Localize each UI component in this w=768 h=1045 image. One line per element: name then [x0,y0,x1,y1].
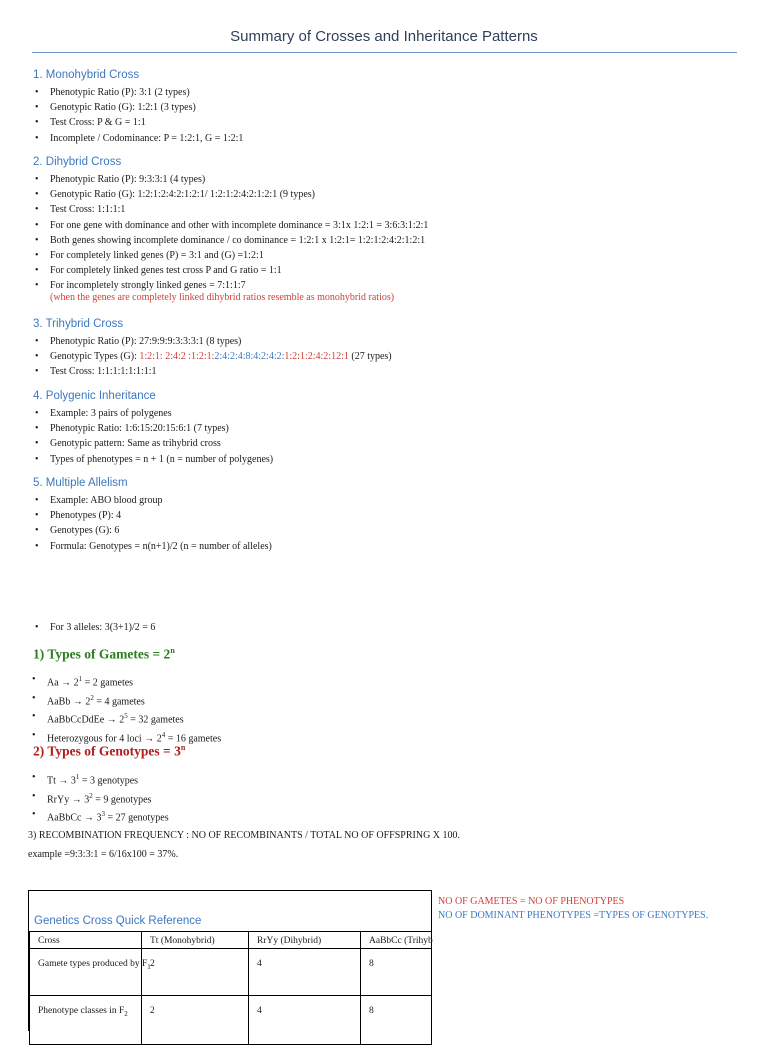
title-underline [32,52,737,53]
list-item: • Phenotypes (P): 4 [35,508,272,523]
table-row [30,996,432,1045]
table-cell: 2 [142,996,249,1045]
list-item: • For incompletely strongly linked genes = 7:1:1:7 [35,278,428,293]
genotypic-ratio-red-3: 2:1 [336,351,349,363]
page-title: Summary of Crosses and Inheritance Patterns [230,28,538,45]
list-item: • For one gene with dominance and other with incomplete dominance = 3:1x 1:2:1 = 3:6:3:1:2:1 [35,218,428,233]
genotypes-heading: 2) Types of Genotypes = $3^n$ [33,743,186,759]
recombination-frequency: 3) RECOMBINATION FREQUENCY : NO OF RECOMBINANTS / TOTAL NO OF OFFSPRING X 100. [28,830,461,841]
list-item: • Types of phenotypes = n + 1 (n = number of polygenes) [35,452,273,467]
genotypic-ratio-red-2: 1:2:1:2:4:2:1 [284,351,337,363]
list-item: • Incomplete / Codominance: P = 1:2:1, G = 1:2:1 [35,131,243,146]
list-item: • For completely linked genes test cross P and G ratio = 1:1 [35,263,428,278]
table-cell: 4 [249,996,361,1045]
section-heading-trihybrid: 3. Trihybrid Cross [33,318,124,330]
list-item: • AaBbCc → $3^3 = 27$ genotypes [32,807,169,826]
list-item: • Phenotypic Ratio: 1:6:15:20:15:6:1 (7 types) [35,421,273,436]
list-item: • AaBb → $2^2 = 4$ gametes [32,691,221,710]
table-cell: 8 [361,949,432,996]
list-item: • Genotypes (G): 6 [35,523,272,538]
list-item: • For 3 alleles: 3(3+1)/2 = 6 [35,620,155,635]
genotypes-list [32,770,169,826]
list-item: • AaBbCcDdEe → $2^5 = 32$ gametes [32,709,221,728]
section-heading-dihybrid: 2. Dihybrid Cross [33,156,122,168]
dihybrid-list [35,172,428,294]
row-label: Gamete types produced by $F_1$ [30,949,142,996]
list-item: • $Aa \to 2^1 = 2$ gametes [32,672,221,691]
list-item: • For completely linked genes (P) = 3:1 and (G) =1:2:1 [35,248,428,263]
list-item: • Phenotypic Ratio (P): 27:9:9:9:3:3:3:1 (8 types) [35,334,392,349]
linked-genes-note: (when the genes are completely linked dihybrid ratios resemble as monohybrid ratios) [50,292,395,303]
side-note-genotypes: NO OF DOMINANT PHENOTYPES =TYPES OF GENOTYPES. [438,910,709,921]
table-cell: 2 [142,949,249,996]
gametes-heading: 1) Types of Gametes = $2^n$ [33,646,175,662]
quick-reference-title: Genetics Cross Quick Reference [34,915,202,927]
table-header-row [30,932,432,949]
monohybrid-list [35,85,243,146]
list-item: • $Tt \to 3^1 = 3$ genotypes [32,770,169,789]
table-row [30,949,432,996]
list-item: • Test Cross: 1:1:1:1 [35,202,428,217]
list-item: • Test Cross: 1:1:1:1:1:1:1:1 [35,364,392,379]
genotypic-ratio-blue: 2:4:2:4:8:4:2:4:2: [214,351,285,363]
genotypic-ratio-red: 1:2:1: 2:4:2 :1:2:1: [139,351,215,363]
multiple-allelism-list [35,493,272,554]
table-header: Tt (Monohybrid) [142,932,249,949]
table-header: Cross [30,932,142,949]
list-item: • Genotypic pattern: Same as trihybrid cross [35,436,273,451]
table-cell: 4 [249,949,361,996]
table-header: RrYy (Dihybrid) [249,932,361,949]
alleles-example-list [35,620,155,635]
section-heading-multiple-allelism: 5. Multiple Allelism [33,477,128,489]
table-cell: 8 [361,996,432,1045]
polygenic-list [35,406,273,467]
list-item: • RrYy → $3^2 = 9$ genotypes [32,789,169,808]
genotypic-prefix: Genotypic Types (G): [50,351,140,363]
list-item: • Both genes showing incomplete dominance / co dominance = 1:2:1 x 1:2:1= 1:2:1:2:4:2:1:2:1 [35,233,428,248]
list-item: • Phenotypic Ratio (P): 3:1 (2 types) [35,85,243,100]
genotypic-suffix: (27 types) [348,351,392,363]
list-item: • Phenotypic Ratio (P): 9:3:3:1 (4 types) [35,172,428,187]
list-item: • Test Cross: P & G = 1:1 [35,115,243,130]
quick-reference-box [28,890,432,1031]
trihybrid-list [35,334,392,380]
section-heading-polygenic: 4. Polygenic Inheritance [33,390,156,402]
list-item: • Genotypic Ratio (G): 1:2:1 (3 types) [35,100,243,115]
list-item: • Formula: Genotypes = n(n+1)/2 (n = number of alleles) [35,539,272,554]
side-note-gametes: NO OF GAMETES = NO OF PHENOTYPES [438,896,625,907]
list-item: • Heterozygous for 4 loci → $2^4 = 16$ gametes [32,728,221,747]
list-item: • Example: ABO blood group [35,493,272,508]
list-item: • Example: 3 pairs of polygenes [35,406,273,421]
row-label: Phenotype classes in $F_2$ [30,996,142,1045]
list-item-genotypic-types [35,349,392,364]
section-heading-monohybrid: 1. Monohybrid Cross [33,69,140,81]
recombination-example: example =9:3:3:1 = 6/16x100 = 37%. [28,849,179,860]
list-item: • Genotypic Ratio (G): 1:2:1:2:4:2:1:2:1/ 1:2:1:2:4:2:1:2:1 (9 types) [35,187,428,202]
quick-reference-table [29,931,432,1045]
table-header: AaBbCc (Trihyb [361,932,432,949]
gametes-list [32,672,221,746]
